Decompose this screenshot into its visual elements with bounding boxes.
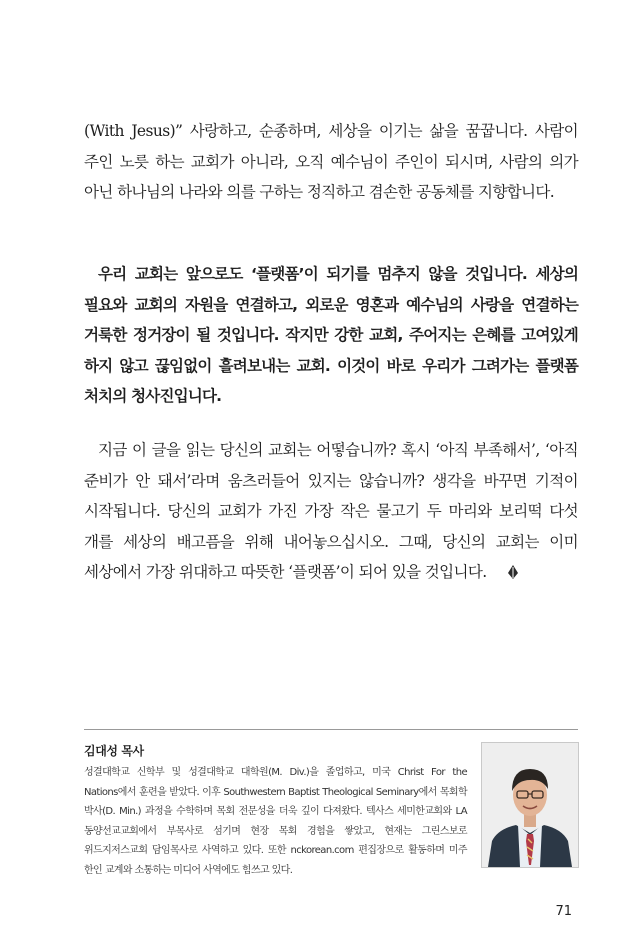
article-paragraph-3 [84, 435, 578, 588]
paragraph-3-text: 지금 이 글을 읽는 당신의 교회는 어떻습니까? 혹시 ‘아직 부족해서’, ‘아직 준비가 안 돼서’라며 움츠러들어 있지는 않습니까? 생각을 바꾸면 기적이 시작됩니다. 당신의 교회가 가진 가장 작은 물고기 두 마리와 보리떡 다섯 개를 세상의 배고픔을 위해 내어놓으십시오. 그때, 당신의 교회는 이미 세상에서 가장 위대하고 따뜻한 ‘플랫폼’이 되어 있을 것입니다. [84, 441, 578, 581]
author-bio: 성결대학교 신학부 및 성결대학교 대학원(M. Div.)을 졸업하고, 미국 Christ For the Nations에서 훈련을 받았다. 이후 Southwestern Baptist Theological Seminary에서 목회학 박사(D. Min.) 과정을 수학하며 목회 전문성을 더욱 깊이 다져왔다. 텍사스 세미한교회와 LA 동양선교교회에서 부목사로 섬기며 현장 목회 경험을 쌓았고, 현재는 그린스보로 위드지저스교회 담임목사로 사역하고 있다. 또한 nckorean.com 편집장으로 활동하며 미주 한인 교계와 소통하는 미디어 사역에도 힘쓰고 있다. [84, 767, 467, 876]
author-name: 김대성 목사 [84, 744, 144, 758]
paragraph-2-text: 우리 교회는 앞으로도 ‘플랫폼’이 되기를 멈추지 않을 것입니다. 세상의 필요와 교회의 자원을 연결하고, 외로운 영혼과 예수님의 사랑을 연결하는 거룩한 정거장이 될 것입니다. 작지만 강한 교회, 주어지는 은혜를 고여있게 하지 않고 끊임없이 흘려보내는 교회. 이것이 바로 우리가 그려가는 플랫폼 처치의 청사진입니다. [84, 265, 578, 405]
article-paragraph-2-bold [84, 259, 578, 412]
paragraph-1-text: (With Jesus)” 사랑하고, 순종하며, 세상을 이기는 삶을 꿈꿉니다. 사람이 주인 노릇 하는 교회가 아니라, 오직 예수님이 주인이 되시며, 사람의 의가 아닌 하나님의 나라와 의를 구하는 정직하고 겸손한 공동체를 지향합니다. [84, 122, 578, 201]
section-divider [84, 729, 578, 730]
author-photo [481, 742, 579, 868]
end-of-article-icon [493, 559, 505, 573]
article-paragraph-1 [84, 116, 578, 208]
page-number: 71 [555, 904, 572, 919]
